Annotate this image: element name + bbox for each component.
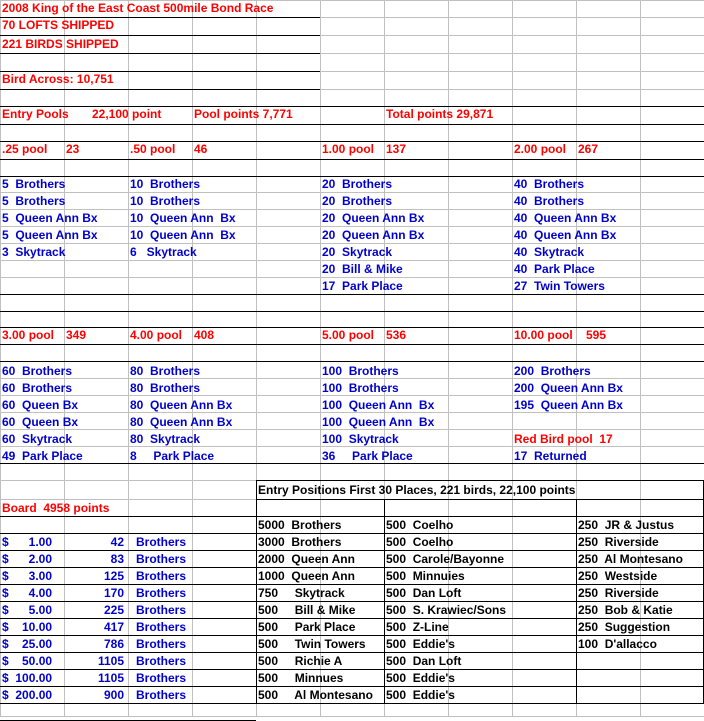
pool-entry: 195 Queen Ann Bx bbox=[514, 398, 623, 412]
entry-position: 3000 Brothers bbox=[258, 535, 342, 549]
entry-position: 500 Dan Loft bbox=[386, 586, 462, 600]
border-line bbox=[0, 311, 704, 312]
pool-entry: 20 Bill & Mike bbox=[322, 262, 403, 276]
lofts-shipped: 70 LOFTS SHIPPED bbox=[2, 18, 115, 32]
board-points: 225 bbox=[103, 603, 124, 617]
pool-entry: 5 Queen Ann Bx bbox=[2, 211, 98, 225]
pool-entry: 40 Park Place bbox=[514, 262, 595, 276]
entry-position: 250 Al Montesano bbox=[578, 552, 683, 566]
race-title: 2008 King of the East Coast 500mile Bond Race bbox=[2, 1, 274, 15]
entry-position: 750 Skytrack bbox=[258, 586, 345, 600]
pool-entry: 20 Queen Ann Bx bbox=[322, 211, 425, 225]
entry-position: 100 D'allacco bbox=[578, 637, 657, 651]
board-points: 1105 bbox=[97, 671, 124, 685]
board-name: Brothers bbox=[136, 535, 187, 549]
pool-entry: 80 Brothers bbox=[130, 381, 201, 395]
pool-entry: 60 Brothers bbox=[2, 381, 73, 395]
board-name: Brothers bbox=[136, 671, 187, 685]
pool-header-label: 5.00 pool bbox=[322, 328, 375, 342]
board-amount: $ 5.00 bbox=[2, 603, 53, 617]
board-points: 786 bbox=[103, 637, 124, 651]
pool-entry: 8 Park Place bbox=[130, 449, 215, 463]
entry-position: 2000 Queen Ann bbox=[258, 552, 355, 566]
border-line bbox=[256, 480, 704, 481]
entry-position: 250 Riverside bbox=[578, 586, 659, 600]
entry-position: 500 S. Krawiec/Sons bbox=[386, 603, 507, 617]
border-line bbox=[576, 499, 577, 704]
pool-header-label: 1.00 pool bbox=[322, 142, 375, 156]
pool-entry: 100 Brothers bbox=[322, 364, 399, 378]
entry-position: 250 Westside bbox=[578, 569, 658, 583]
entry-position: 500 Z-Line bbox=[386, 620, 449, 634]
entry-position: 250 Riverside bbox=[578, 535, 659, 549]
pool-entry: 40 Brothers bbox=[514, 177, 585, 191]
entry-position: 250 JR & Justus bbox=[578, 518, 675, 532]
entry-position: 500 Minnues bbox=[258, 671, 344, 685]
entry-position: 500 Park Place bbox=[258, 620, 356, 634]
border-line bbox=[0, 344, 704, 345]
col-gridline bbox=[512, 0, 513, 716]
border-line bbox=[0, 89, 320, 90]
pool-header-label: 10.00 pool bbox=[514, 328, 573, 342]
board-points: 42 bbox=[110, 535, 124, 549]
board-amount: $ 3.00 bbox=[2, 569, 53, 583]
pool-entry: 17 Returned bbox=[514, 449, 587, 463]
pool-header-value: 137 bbox=[386, 142, 407, 156]
pool-header-value: 595 bbox=[586, 328, 607, 342]
pool-header-label: .25 pool bbox=[2, 142, 48, 156]
entry-pools-label: Entry Pools bbox=[2, 107, 69, 121]
board-name: Brothers bbox=[136, 569, 187, 583]
board-points: 1105 bbox=[97, 654, 124, 668]
pool-header-value: 46 bbox=[194, 142, 208, 156]
entry-position: 500 Twin Towers bbox=[258, 637, 366, 651]
pool-entry: 6 Skytrack bbox=[130, 245, 197, 259]
entry-position: 500 Bill & Mike bbox=[258, 603, 356, 617]
pool-header-value: 408 bbox=[194, 328, 215, 342]
board-amount: $ 1.00 bbox=[2, 535, 53, 549]
col-gridline bbox=[192, 0, 193, 716]
pool-entry: 5 Queen Ann Bx bbox=[2, 228, 98, 242]
pool-entry: 27 Twin Towers bbox=[514, 279, 605, 293]
board-name: Brothers bbox=[136, 603, 187, 617]
board-amount: $ 200.00 bbox=[2, 688, 53, 702]
entry-position: 500 Minnuies bbox=[386, 569, 465, 583]
pool-entry: 80 Queen Ann Bx bbox=[130, 415, 233, 429]
board-name: Brothers bbox=[136, 552, 187, 566]
pool-entry: 60 Skytrack bbox=[2, 432, 73, 446]
pool-entry: 5 Brothers bbox=[2, 177, 66, 191]
pool-entry: 17 Park Place bbox=[322, 279, 403, 293]
pool-entry: 60 Queen Bx bbox=[2, 398, 79, 412]
entry-position: 500 Eddie's bbox=[386, 637, 455, 651]
entry-position: 1000 Queen Ann bbox=[258, 569, 355, 583]
pool-entry: 80 Skytrack bbox=[130, 432, 201, 446]
border-line bbox=[0, 124, 704, 125]
border-line bbox=[256, 480, 257, 704]
entry-position: 250 Suggestion bbox=[578, 620, 671, 634]
pool-entry: 3 Skytrack bbox=[2, 245, 66, 259]
entry-position: 500 Richie A bbox=[258, 654, 343, 668]
pool-entry: 80 Brothers bbox=[130, 364, 201, 378]
row-gridline bbox=[0, 716, 704, 717]
board-amount: $ 10.00 bbox=[2, 620, 53, 634]
board-name: Brothers bbox=[136, 688, 187, 702]
pool-header-value: 536 bbox=[386, 328, 407, 342]
board-amount: $ 50.00 bbox=[2, 654, 53, 668]
border-line bbox=[384, 499, 385, 704]
red-bird-pool: Red Bird pool 17 bbox=[514, 432, 613, 446]
board-amount: $ 2.00 bbox=[2, 552, 53, 566]
pool-entry: 80 Queen Ann Bx bbox=[130, 398, 233, 412]
pool-entry: 100 Queen Ann Bx bbox=[322, 398, 435, 412]
board-points: 900 bbox=[103, 688, 124, 702]
entry-position: 500 Eddie's bbox=[386, 671, 455, 685]
border-line bbox=[0, 159, 704, 160]
pool-entry: 49 Park Place bbox=[2, 449, 83, 463]
board-points: 83 bbox=[110, 552, 124, 566]
entry-position: 500 Coelho bbox=[386, 535, 454, 549]
pool-entry: 40 Queen Ann Bx bbox=[514, 228, 617, 242]
pool-header-label: 2.00 pool bbox=[514, 142, 567, 156]
pool-entry: 20 Queen Ann Bx bbox=[322, 228, 425, 242]
pool-entry: 40 Brothers bbox=[514, 194, 585, 208]
pool-entry: 20 Skytrack bbox=[322, 245, 393, 259]
board-amount: $ 4.00 bbox=[2, 586, 53, 600]
entry-position: 500 Coelho bbox=[386, 518, 454, 532]
pool-header-label: 3.00 pool bbox=[2, 328, 55, 342]
board-name: Brothers bbox=[136, 586, 187, 600]
pool-entry: 60 Queen Bx bbox=[2, 415, 79, 429]
pool-entry: 20 Brothers bbox=[322, 194, 393, 208]
pool-entry: 10 Brothers bbox=[130, 177, 201, 191]
col-gridline bbox=[0, 0, 1, 716]
pool-points: Pool points 7,771 bbox=[194, 107, 293, 121]
pool-entry: 100 Skytrack bbox=[322, 432, 399, 446]
entry-position: 500 Dan Loft bbox=[386, 654, 462, 668]
pool-entry: 10 Queen Ann Bx bbox=[130, 211, 236, 225]
border-line bbox=[256, 499, 704, 500]
pool-header-value: 23 bbox=[66, 142, 80, 156]
board-points: 170 bbox=[103, 586, 124, 600]
pool-header-value: 267 bbox=[578, 142, 599, 156]
board-points: 417 bbox=[103, 620, 124, 634]
board-amount: $ 25.00 bbox=[2, 637, 53, 651]
entry-position: 500 Eddie's bbox=[386, 688, 455, 702]
board-name: Brothers bbox=[136, 654, 187, 668]
pool-entry: 40 Queen Ann Bx bbox=[514, 211, 617, 225]
pool-entry: 10 Queen Ann Bx bbox=[130, 228, 236, 242]
board-name: Brothers bbox=[136, 620, 187, 634]
pool-entry: 36 Park Place bbox=[322, 449, 413, 463]
board-name: Brothers bbox=[136, 637, 187, 651]
board-amount: $ 100.00 bbox=[2, 671, 53, 685]
pool-entry: 5 Brothers bbox=[2, 194, 66, 208]
pool-header-value: 349 bbox=[66, 328, 87, 342]
border-line bbox=[0, 361, 704, 362]
pool-header-label: 4.00 pool bbox=[130, 328, 183, 342]
total-points: Total points 29,871 bbox=[386, 107, 494, 121]
entry-position: 500 Al Montesano bbox=[258, 688, 373, 702]
entry-position: 500 Carole/Bayonne bbox=[386, 552, 505, 566]
board-points: 125 bbox=[103, 569, 124, 583]
bird-across: Bird Across: 10,751 bbox=[2, 72, 114, 86]
pool-entry: 20 Brothers bbox=[322, 177, 393, 191]
pool-entry: 100 Brothers bbox=[322, 381, 399, 395]
board-title: Board 4958 points bbox=[2, 501, 110, 515]
pool-entry: 10 Brothers bbox=[130, 194, 201, 208]
pool-entry: 200 Brothers bbox=[514, 364, 591, 378]
pool-entry: 100 Queen Ann Bx bbox=[322, 415, 435, 429]
entry-positions-title: Entry Positions First 30 Places, 221 birds, 22,100 points bbox=[258, 483, 576, 497]
entry-pools-value: 22,100 point bbox=[92, 107, 162, 121]
entry-position: 5000 Brothers bbox=[258, 518, 342, 532]
entry-position: 250 Bob & Katie bbox=[578, 603, 673, 617]
birds-shipped: 221 BIRDS SHIPPED bbox=[2, 37, 119, 51]
pool-header-label: .50 pool bbox=[130, 142, 176, 156]
pool-entry: 60 Brothers bbox=[2, 364, 73, 378]
border-line bbox=[0, 53, 320, 54]
pool-entry: 40 Skytrack bbox=[514, 245, 585, 259]
pool-entry: 200 Queen Ann Bx bbox=[514, 381, 623, 395]
